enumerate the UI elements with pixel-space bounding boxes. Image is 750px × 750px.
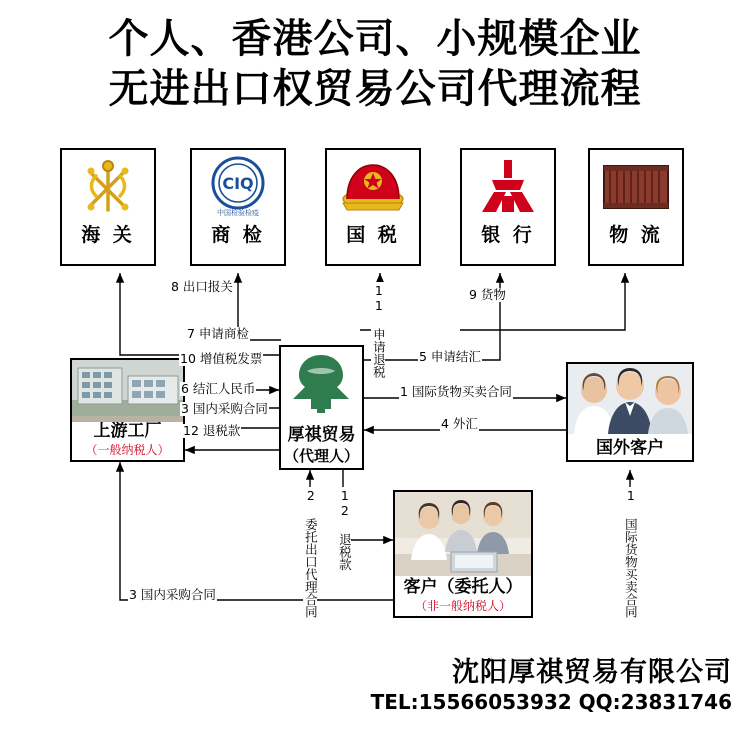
- company-contact: TEL:15566053932 QQ:23831746: [370, 690, 732, 714]
- client-office-photo: [395, 492, 531, 578]
- company-name: 沈阳厚祺贸易有限公司: [452, 657, 732, 688]
- agency-label: 商 检: [211, 224, 265, 246]
- customs-caduceus-icon: [62, 150, 154, 224]
- edge-label-10: 10 增值税发票: [180, 351, 263, 366]
- edge-label-6: 6 结汇人民币: [181, 381, 256, 396]
- houqi-tree-logo: [281, 347, 362, 426]
- agency-customs[interactable]: [60, 148, 156, 266]
- edge-label-11: 11 申请退税: [371, 283, 387, 378]
- edge-label-4: 4 外汇: [441, 416, 478, 431]
- agency-bank[interactable]: [460, 148, 556, 266]
- title-line-1: 个人、香港公司、小规模企业: [108, 16, 642, 62]
- entity-sublabel: （代理人）: [283, 447, 359, 465]
- entity-agent[interactable]: [279, 345, 364, 470]
- entity-client-principal[interactable]: [393, 490, 533, 618]
- agency-label: 物 流: [609, 224, 663, 246]
- bank-logo-icon: [462, 150, 554, 224]
- edge-label-8: 8 出口报关: [171, 279, 233, 294]
- svg-text:CIQ: CIQ: [222, 174, 254, 193]
- entity-label: 客户（委托人）: [403, 577, 523, 598]
- edge-label-12a: 12 退税款: [183, 423, 241, 438]
- agency-logistics[interactable]: [588, 148, 684, 266]
- page-title: [0, 14, 750, 114]
- overseas-clients-photo: [568, 364, 692, 439]
- entity-sublabel: （非一般纳税人）: [414, 598, 511, 613]
- entity-label: 上游工厂: [93, 421, 162, 442]
- agency-national-tax[interactable]: [325, 148, 421, 266]
- agency-label: 银 行: [481, 224, 535, 246]
- entity-overseas-client[interactable]: [566, 362, 694, 462]
- agency-inspection[interactable]: [190, 148, 286, 266]
- ciq-inspection-icon: [192, 150, 284, 224]
- edge-label-5: 5 申请结汇: [419, 349, 481, 364]
- edge-label-3a: 3 国内采购合同: [181, 401, 268, 416]
- factory-photo: [72, 360, 183, 422]
- edge-label-7: 7 申请商检: [187, 326, 249, 341]
- edge-label-1a: 1 国际货物买卖合同: [400, 384, 512, 399]
- entity-upstream-factory[interactable]: [70, 358, 185, 462]
- entity-label: 国外客户: [596, 438, 664, 459]
- agency-label: 海 关: [81, 224, 135, 246]
- shipping-container-icon: [590, 150, 682, 224]
- edge-label-3b: 3 国内采购合同: [129, 587, 216, 602]
- edge-label-2: 2 委托出口代理合同: [303, 488, 319, 618]
- agency-label: 国 税: [346, 224, 400, 246]
- svg-text:中国检验检疫: 中国检验检疫: [217, 209, 259, 217]
- edge-label-1b: 1 国际货物买卖合同: [623, 488, 639, 618]
- title-line-2: 无进出口权贸易公司代理流程: [108, 66, 642, 112]
- entity-sublabel: （一般纳税人）: [85, 442, 170, 457]
- edge-label-9: 9 货物: [469, 287, 506, 302]
- edge-label-12b: 12 退税款: [337, 488, 353, 571]
- national-tax-emblem-icon: [327, 150, 419, 224]
- entity-label: 厚祺贸易: [287, 425, 356, 446]
